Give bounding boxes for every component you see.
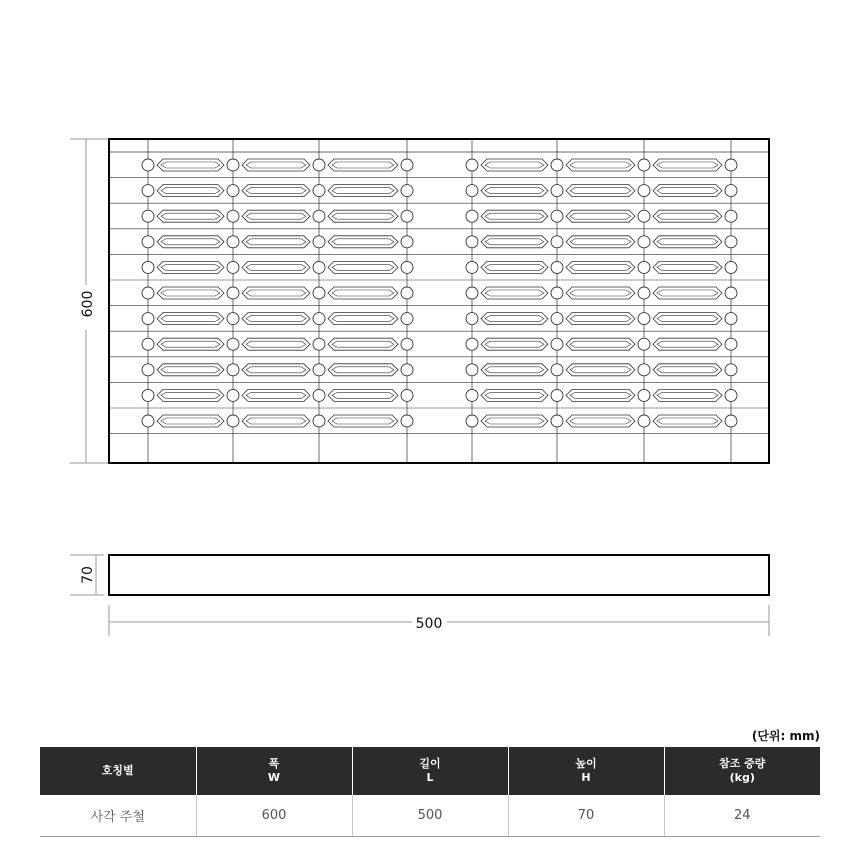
grating-node bbox=[551, 415, 563, 427]
grating-node bbox=[313, 210, 325, 222]
header-length: 길이 L bbox=[352, 747, 508, 795]
grating-node bbox=[638, 287, 650, 299]
grating-node bbox=[227, 261, 239, 273]
grating-node bbox=[466, 364, 478, 376]
grating-node bbox=[227, 415, 239, 427]
cell-length: 500 bbox=[352, 795, 508, 837]
header-weight: 참조 중량 (kg) bbox=[664, 747, 820, 795]
grating-node bbox=[401, 364, 413, 376]
grating-node bbox=[638, 364, 650, 376]
grating-node bbox=[725, 287, 737, 299]
grating-node bbox=[401, 389, 413, 401]
grating-node bbox=[466, 210, 478, 222]
grating-node bbox=[551, 185, 563, 197]
grating-node bbox=[466, 261, 478, 273]
cell-width: 600 bbox=[196, 795, 352, 837]
grating-node bbox=[725, 338, 737, 350]
grating-node bbox=[142, 287, 154, 299]
grating-node bbox=[227, 159, 239, 171]
grating-node bbox=[638, 415, 650, 427]
grating-node bbox=[551, 261, 563, 273]
grating-node bbox=[638, 338, 650, 350]
grating-node bbox=[551, 389, 563, 401]
grating-node bbox=[313, 389, 325, 401]
grating-node bbox=[638, 159, 650, 171]
grating-node bbox=[142, 261, 154, 273]
grating-node bbox=[638, 236, 650, 248]
grating-node bbox=[142, 185, 154, 197]
grating-node bbox=[227, 185, 239, 197]
grating-node bbox=[638, 389, 650, 401]
top-view-grating bbox=[109, 139, 769, 463]
cell-weight: 24 bbox=[664, 795, 820, 837]
grating-node bbox=[142, 159, 154, 171]
grating-node bbox=[466, 313, 478, 325]
grating-node bbox=[551, 236, 563, 248]
grating-node bbox=[725, 389, 737, 401]
unit-note: (단위: mm) bbox=[751, 729, 820, 743]
grating-node bbox=[466, 236, 478, 248]
grating-node bbox=[466, 287, 478, 299]
grating-node bbox=[227, 236, 239, 248]
grating-node bbox=[551, 287, 563, 299]
grating-node bbox=[638, 261, 650, 273]
grating-node bbox=[725, 415, 737, 427]
grating-node bbox=[227, 210, 239, 222]
side-view-length-label: 500 bbox=[415, 616, 443, 632]
grating-node bbox=[313, 364, 325, 376]
grating-node bbox=[551, 313, 563, 325]
grating-node bbox=[313, 338, 325, 350]
grating-node bbox=[725, 236, 737, 248]
grating-node bbox=[142, 313, 154, 325]
grating-node bbox=[313, 313, 325, 325]
grating-node bbox=[313, 236, 325, 248]
side-view-height-label: 70 bbox=[80, 566, 96, 584]
grating-node bbox=[401, 210, 413, 222]
grating-node bbox=[466, 185, 478, 197]
grating-node bbox=[227, 364, 239, 376]
grating-node bbox=[725, 364, 737, 376]
grating-node bbox=[401, 159, 413, 171]
grating-node bbox=[466, 415, 478, 427]
grating-node bbox=[142, 338, 154, 350]
cell-height: 70 bbox=[508, 795, 664, 837]
grating-node bbox=[313, 185, 325, 197]
grating-node bbox=[551, 210, 563, 222]
grating-node bbox=[313, 415, 325, 427]
spec-table bbox=[40, 747, 820, 837]
grating-node bbox=[142, 364, 154, 376]
grating-node bbox=[551, 338, 563, 350]
grating-node bbox=[142, 415, 154, 427]
side-view-outline bbox=[109, 555, 769, 595]
table-row bbox=[40, 795, 820, 837]
grating-node bbox=[227, 287, 239, 299]
grating-node bbox=[401, 313, 413, 325]
grating-node bbox=[313, 159, 325, 171]
grating-node bbox=[401, 415, 413, 427]
grating-node bbox=[401, 287, 413, 299]
grating-node bbox=[466, 389, 478, 401]
grating-node bbox=[401, 185, 413, 197]
grating-node bbox=[551, 364, 563, 376]
header-name: 호칭별 bbox=[40, 747, 196, 795]
grating-node bbox=[725, 185, 737, 197]
grating-node bbox=[142, 389, 154, 401]
grating-node bbox=[401, 236, 413, 248]
grating-node bbox=[401, 261, 413, 273]
grating-node bbox=[313, 287, 325, 299]
grating-node bbox=[401, 338, 413, 350]
header-width: 폭 W bbox=[196, 747, 352, 795]
grating-node bbox=[638, 210, 650, 222]
grating-node bbox=[725, 313, 737, 325]
grating-node bbox=[466, 159, 478, 171]
grating-node bbox=[725, 210, 737, 222]
grating-node bbox=[638, 313, 650, 325]
grating-node bbox=[725, 261, 737, 273]
grating-node bbox=[725, 159, 737, 171]
table-header-row bbox=[40, 747, 820, 795]
grating-node bbox=[142, 236, 154, 248]
grating-node bbox=[466, 338, 478, 350]
grating-node bbox=[227, 313, 239, 325]
top-view-height-label: 600 bbox=[80, 290, 96, 318]
header-height: 높이 H bbox=[508, 747, 664, 795]
grating-node bbox=[227, 389, 239, 401]
grating-node bbox=[551, 159, 563, 171]
grating-node bbox=[638, 185, 650, 197]
grating-node bbox=[142, 210, 154, 222]
cell-name: 사각 주철 bbox=[40, 795, 196, 837]
grating-node bbox=[313, 261, 325, 273]
grating-node bbox=[227, 338, 239, 350]
